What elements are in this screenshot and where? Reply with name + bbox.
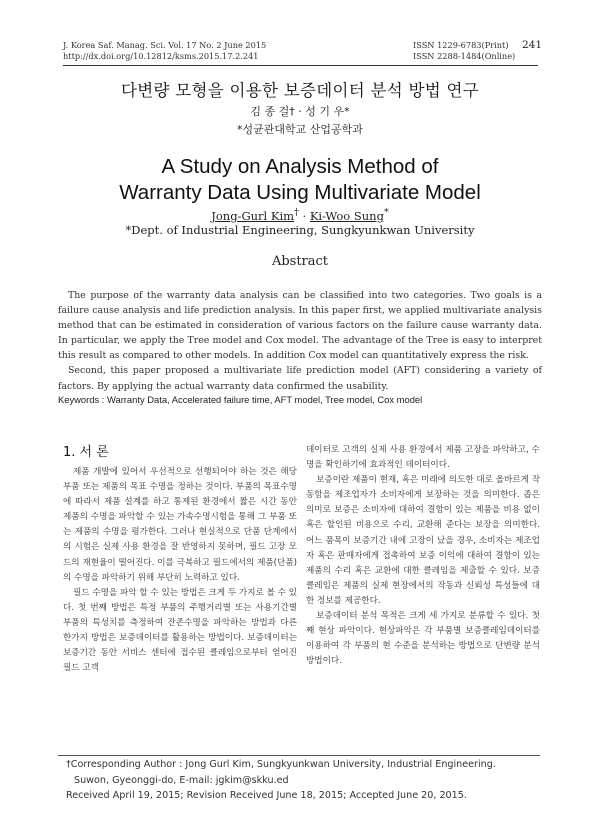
corresponding-author-note: †Corresponding Author : Jong Gurl Kim, Sungkyunkwan University, Industrial Engineering.: [66, 759, 496, 770]
abstract-heading: Abstract: [271, 254, 329, 269]
issn-print: ISSN 1229-6783(Print): [413, 40, 509, 50]
korean-affiliation: *성균관대학교 산업공학과: [237, 123, 363, 136]
corresponding-mark: †: [294, 207, 299, 218]
author-kim: Jong-Gurl Kim: [211, 208, 295, 223]
body-paragraph: 데이터로 고객의 실제 사용 환경에서 제품 고장을 파악하고, 수명을 확인하기에 효과적인 데이터이다.: [306, 445, 540, 471]
footnote-rule: [58, 755, 540, 756]
english-authors: [0, 207, 600, 223]
abstract-paragraph-1: The purpose of the warranty data analysis can be classified into two categories. Two goals is a failure cause analysis and life prediction analysis. In this paper first, we applied multivariate analysis method that can be estimated in consideration of various factors on the failure cause warranty data. In particular, we apply the Tree model and Cox model. The advantage of the Tree is easy to interpret this result as compared to other models. In addition Cox model can quantitatively express the risk.: [58, 290, 542, 362]
english-title-line2: Warranty Data Using Multivariate Model: [119, 181, 481, 204]
journal-citation: J. Korea Saf. Manag. Sci. Vol. 17 No. 2 June 2015: [63, 40, 267, 50]
korean-title: 다변량 모형을 이용한 보증데이터 분석 방법 연구: [120, 81, 480, 100]
body-paragraph: 필드 수명을 파악 할 수 있는 방법은 크게 두 가지로 볼 수 있다. 첫 번째 방법은 특정 부품의 주행거리별 또는 사용기간별 부품의 특성치를 측정하여 잔존수명을 파악하는 방법과 다른 한가지 방법은 보증데이터를 활용하는 방법이다. 보증데이터는 보증기간 동안 서비스 센터에 접수된 클레임으로부터 얻어진 필드 고객: [63, 587, 297, 674]
right-column: [306, 443, 540, 669]
page-number: 241: [522, 39, 543, 51]
english-affiliation: *Dept. of Industrial Engineering, Sungkyunkwan University: [125, 223, 475, 237]
affiliation-mark: *: [383, 207, 389, 218]
body-paragraph: 보증데이터 분석 목적은 크게 세 가지로 분류할 수 있다. 첫째 현상 파악이다. 현상파악은 각 부품별 보증클레임데이터를 이용하여 각 부품의 현 수준을 분석하는 방법으로 단변량 분석 방법이다.: [306, 611, 540, 667]
issn-online: ISSN 2288-1484(Online): [413, 51, 516, 61]
keywords: Keywords : Warranty Data, Accelerated failure time, AFT model, Tree model, Cox model: [58, 394, 423, 405]
doi-link[interactable]: http://dx.doi.org/10.12812/ksms.2015.17.2.241: [63, 51, 259, 61]
korean-authors: 김 종 걸† · 성 기 우*: [250, 105, 350, 118]
abstract-body: [58, 288, 542, 394]
footnote: [66, 757, 536, 804]
author-separator: ·: [298, 208, 310, 223]
corresponding-author-contact: Suwon, Gyeonggi-do, E-mail: jgkim@skku.ed: [74, 774, 289, 786]
abstract-paragraph-2: Second, this paper proposed a multivariate life prediction model (AFT) considering a variety of factors. By applying the actual warranty data confirmed the usability.: [58, 365, 542, 392]
body-paragraph: 보증이란 제품이 현재, 혹은 미래에 의도한 대로 올바르게 작동함을 제조업자가 소비자에게 보장하는 것을 의미한다. 좁은 의미로 보증은 소비자에 대하여 결함이 있는 제품을 비용 없이 혹은 할인된 비용으로 수리, 교환해 준다는 보장을 의미한다. 어느 품목이 보증기간 내에 고장이 났을 경우, 소비자는 제조업자 혹은 판매자에게 접촉하여 보증 이익에 대하여 결함이 있는 제품의 수리 혹은 교환에 대한 클레임을 제출할 수 있다. 보증 클레임은 제품의 실제 현장에서의 작동과 신뢰성 특성들에 대한 정보를 제공한다.: [306, 475, 540, 606]
running-header-right: [413, 40, 515, 62]
header-rule: [63, 65, 538, 66]
author-sung: Ki-Woo Sung: [309, 208, 384, 223]
section-heading-introduction: 1. 서 론: [63, 445, 109, 460]
running-header-left: [63, 40, 266, 62]
body-paragraph: 제품 개발에 있어서 우선적으로 선행되어야 하는 것은 해당 부품 또는 제품의 목표 수명을 정하는 것이다. 부품의 목표수명에 따라서 제품 설계를 하고 통제된 환경에서 짧은 시간 동안 제품의 수명을 파악할 수 있는 가속수명시험을 통해 그 부품 또는 제품의 수명을 평가한다. 그러나 현실적으로 단품 단계에서의 시험은 실제 사용 환경을 잘 반영하지 못하며, 필드 고장 모드의 재현율이 떨어진다. 이를 극복하고 필드에서의 제품(단품)의 수명을 파악하기 위해 부단히 노력하고 있다.: [63, 467, 297, 583]
received-dates: Received April 19, 2015; Revision Received June 18, 2015; Accepted June 20, 2015.: [66, 790, 467, 801]
english-title-line1: A Study on Analysis Method of: [161, 155, 439, 178]
left-column: [63, 465, 297, 676]
